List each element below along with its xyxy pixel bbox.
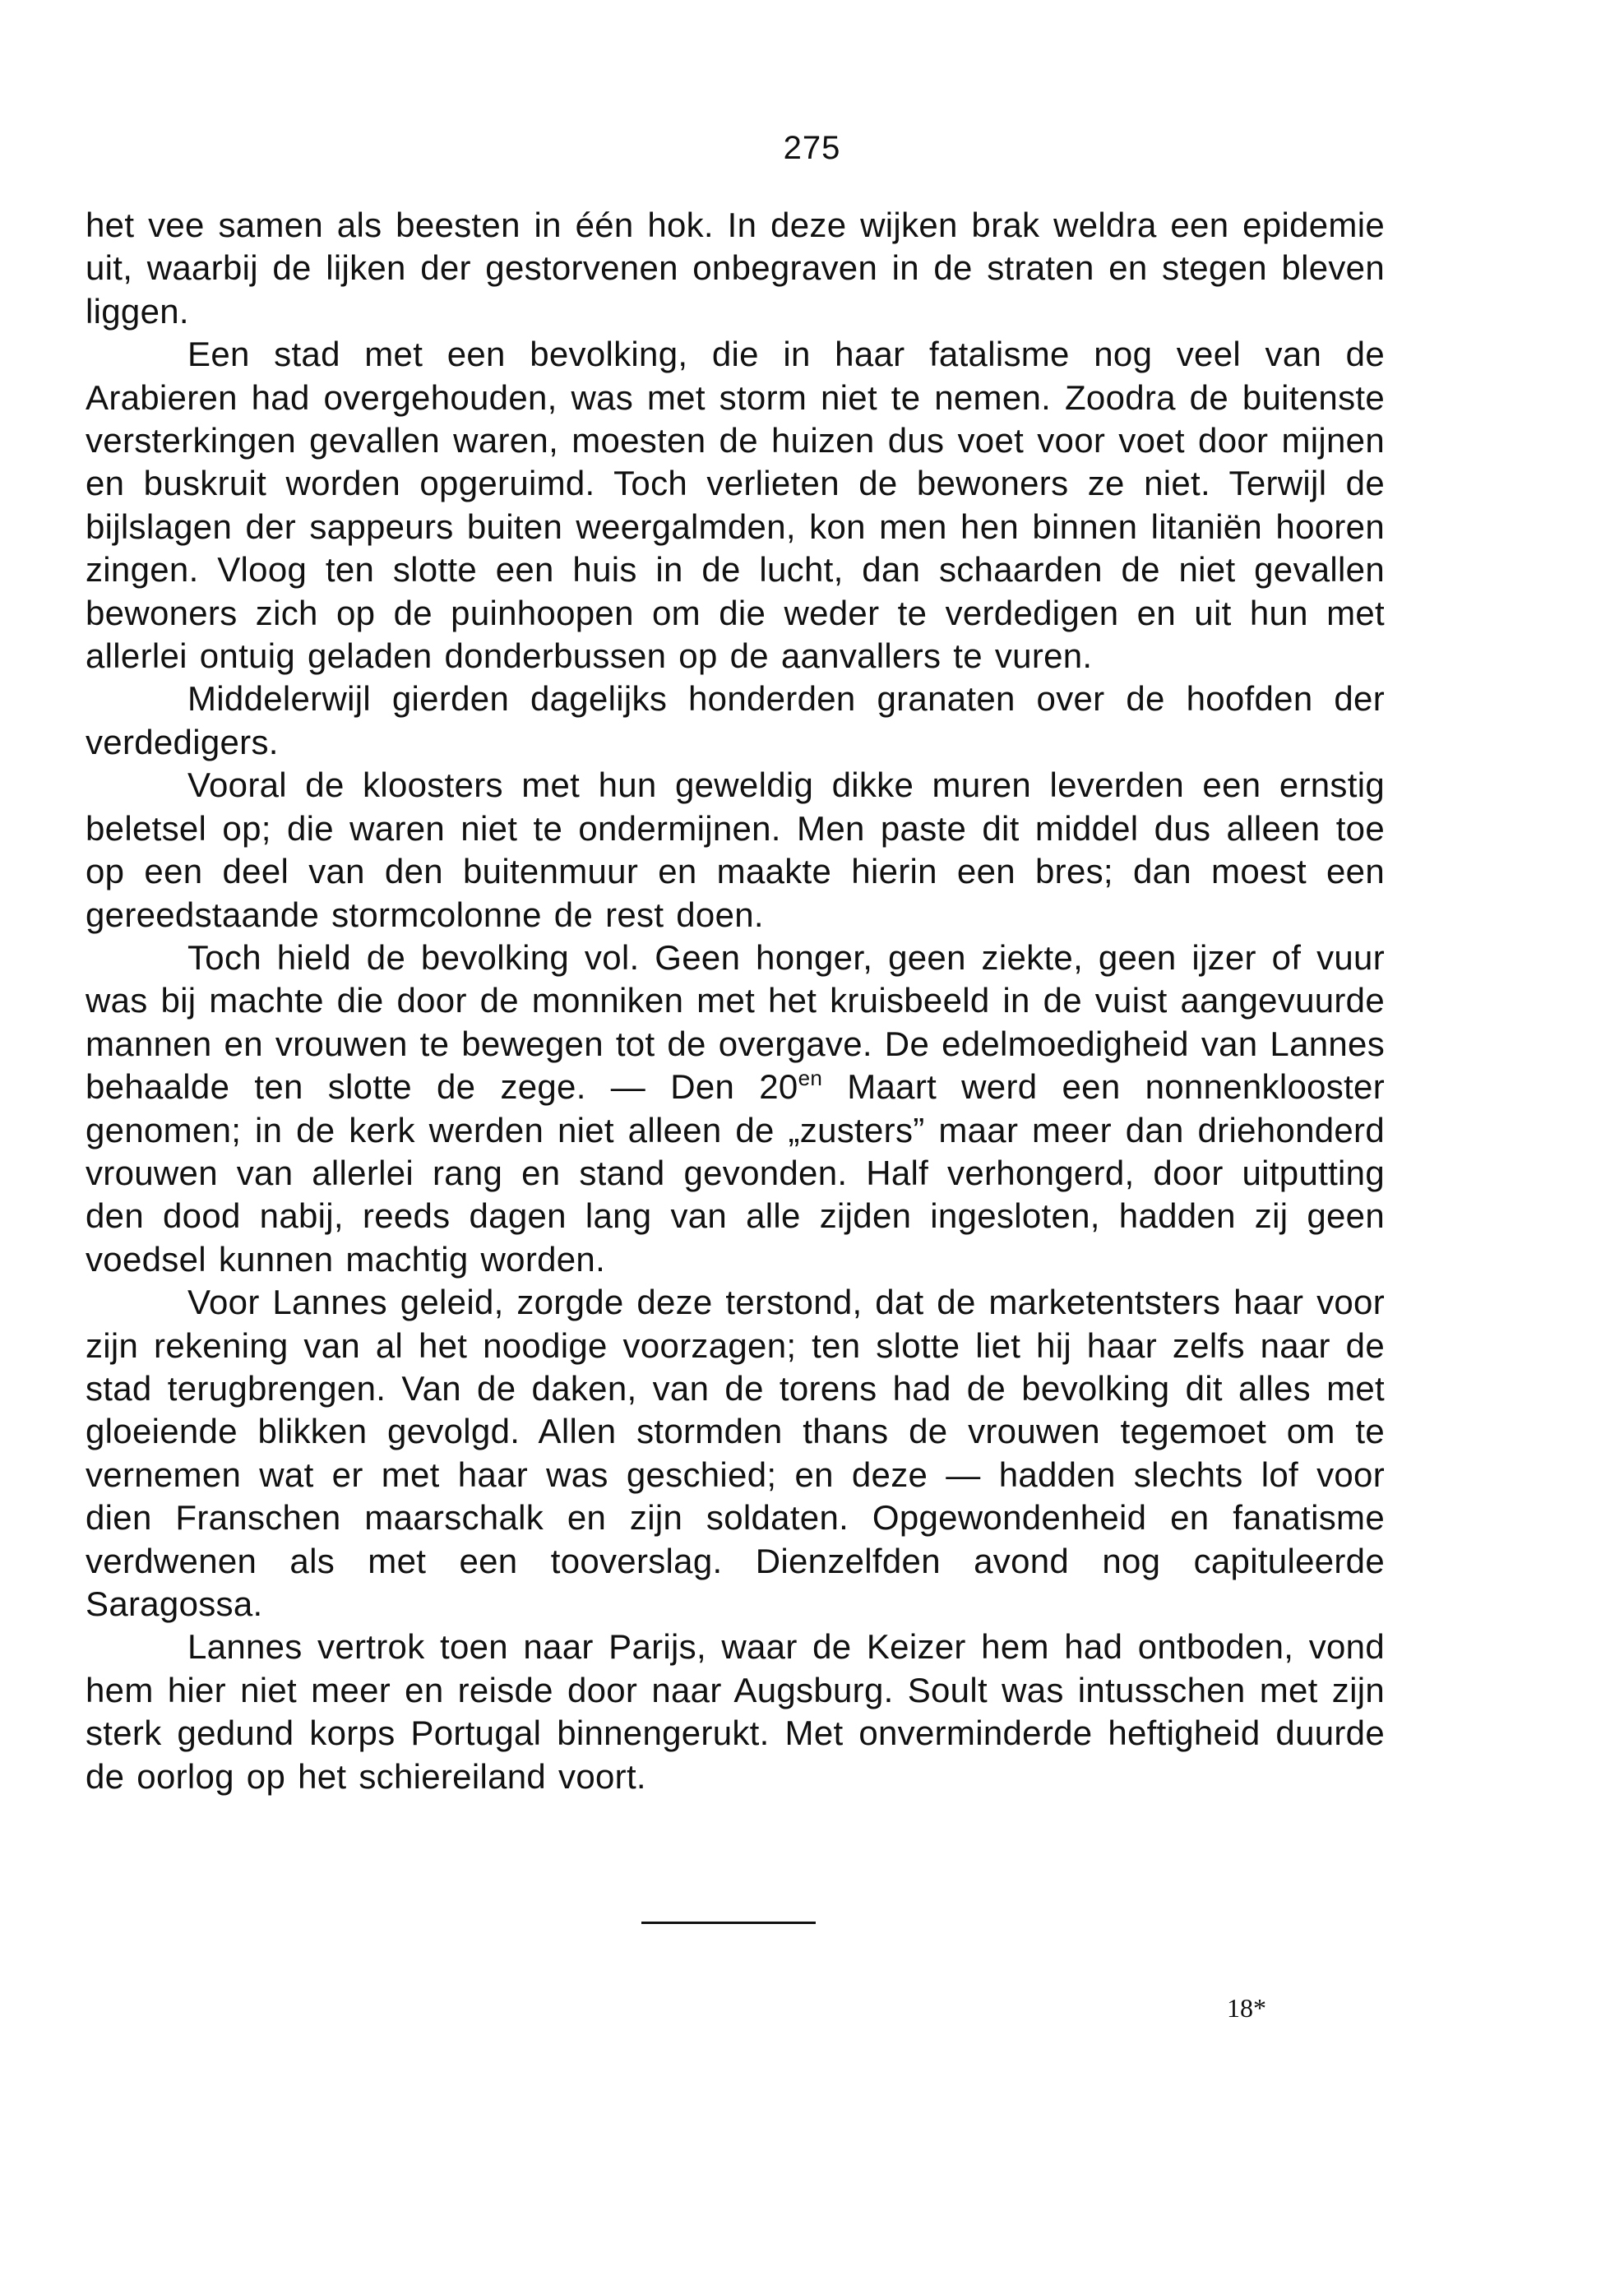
paragraph-text-before-date: Toch hield de bevolking vol. Geen honger, geen ziekte, geen ijzer of vuur was bij machte die door de monniken met het kruisbeeld in de vuist aangevuurde mannen en vrouwen te bewegen tot de overgave. De edelmoedigheid van Lannes behaalde ten slotte de zege. — Den 20: [86, 937, 1385, 1107]
paragraph: Middelerwijl gierden dagelijks honderden granaten over de hoofden der verdedigers.: [86, 679, 1385, 761]
paragraph: Lannes vertrok toen naar Parijs, waar de Keizer hem had ontboden, vond hem hier niet meer en reisde door naar Augsburg. Soult was intusschen met zijn sterk gedund korps Portugal binnengerukt. Met onverminderde heftigheid duurde de oorlog op het schiereiland voort.: [86, 1627, 1385, 1796]
section-end-rule: [641, 1922, 816, 1924]
paragraph: Voor Lannes geleid, zorgde deze terstond, dat de marketentsters haar voor zijn rekening van al het noodige voorzagen; ten slotte liet hij haar zelfs naar de stad terugbrengen. Van de daken, van de torens had de bevolking dit alles met gloeiende blikken gevolgd. Allen stormden thans de vrouwen tegemoet om te vernemen wat er met haar was geschied; en deze — hadden slechts lof voor dien Franschen maarschalk en zijn soldaten. Opgewondenheid en fanatisme verdwenen als met een tooverslag. Dienzelfden avond nog capituleerde Saragossa.: [86, 1283, 1385, 1623]
paragraph: Een stad met een bevolking, die in haar fatalisme nog veel van de Arabieren had overgehouden, was met storm niet te nemen. Zoodra de buitenste versterkingen gevallen waren, moesten de huizen dus voet voor voet door mijnen en buskruit worden opgeruimd. Toch verlieten de bewoners ze niet. Terwijl de bijlslagen der sappeurs buiten weergalmden, kon men hen binnen litaniën hooren zingen. Vloog ten slotte een huis in de lucht, dan schaarden de niet gevallen bewoners zich op de puinhoopen om die weder te verdedigen en uit hun met allerlei ontuig geladen donderbussen op de aanvallers te vuren.: [86, 335, 1385, 676]
paragraph: Vooral de kloosters met hun geweldig dikke muren leverden een ernstig beletsel op; die waren niet te ondermijnen. Men paste dit middel dus alleen toe op een deel van den buitenmuur en maakte hierin een bres; dan moest een gereedstaande stormcolonne de rest doen.: [86, 765, 1385, 934]
printer-signature-mark: 18*: [1227, 1993, 1266, 2023]
paragraph-continuation: het vee samen als beesten in één hok. In deze wijken brak weldra een epidemie uit, waarbij de lijken der gestorvenen onbegraven in de straten en stegen bleven liggen.: [86, 206, 1385, 331]
body-text: [86, 204, 1385, 1798]
ordinal-suffix: en: [798, 1066, 823, 1091]
paragraph-text-after-date: Maart werd een nonnenklooster genomen; in de kerk werden niet alleen de „zusters” maar meer dan driehonderd vrouwen van allerlei rang en stand gevonden. Half verhongerd, door uitputting den dood nabij, reeds dagen lang van alle zijden ingesloten, hadden zij geen voedsel kunnen machtig worden.: [86, 1067, 1386, 1279]
paragraph: [86, 937, 1385, 1281]
page-number: 275: [783, 130, 841, 166]
